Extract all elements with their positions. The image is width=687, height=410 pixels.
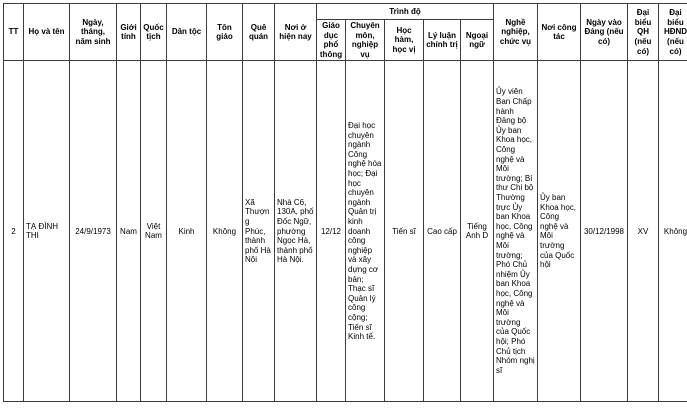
cell-political-theory: Cao cấp xyxy=(424,61,461,402)
col-header-foreign-language: Ngoại ngữ xyxy=(461,20,494,61)
col-header-occupation: Nghề nghiệp, chức vụ xyxy=(494,4,538,61)
cell-professional: Đại học chuyên ngành Công nghệ hóa học; Đại học chuyên ngành Quản trị kinh doanh công nghiệp và xây dựng cơ bản; Thạc sĩ Quản lý công cộng; Tiến sĩ Kinh tế. xyxy=(346,61,385,402)
col-header-political-theory: Lý luận chính trị xyxy=(424,20,461,61)
col-header-workplace: Nơi công tác xyxy=(538,4,581,61)
col-header-general-education: Giáo dục phổ thông xyxy=(317,20,346,61)
col-header-professional: Chuyên môn, nghiệp vụ xyxy=(346,20,385,61)
table-row xyxy=(4,61,687,402)
cell-council-deputy: Không xyxy=(659,61,687,402)
col-header-academic-degree: Học hàm, học vị xyxy=(385,20,424,61)
cell-party-join-date: 30/12/1998 xyxy=(581,61,628,402)
cell-occupation: Ủy viên Ban Chấp hành Đảng bộ Ủy ban Khoa học, Công nghệ và Môi trường; Bí thư Chi bộ Thường trực Ủy ban Khoa học, Công nghệ và Môi trường; Phó Chủ nhiệm Ủy ban Khoa học, Công nghệ và Môi trường của Quốc hội; Phó Chủ tịch Nhóm nghị sĩ xyxy=(494,61,538,402)
cell-workplace: Ủy ban Khoa học, Công nghệ và Môi trường của Quốc hội xyxy=(538,61,581,402)
col-header-birth-date: Ngày, tháng, năm sinh xyxy=(70,4,117,61)
col-header-party-join-date: Ngày vào Đảng (nếu có) xyxy=(581,4,628,61)
col-header-full-name: Họ và tên xyxy=(24,4,70,61)
cell-hometown: Xã Thượng Phúc, thành phố Hà Nội xyxy=(243,61,275,402)
table-header xyxy=(4,4,687,61)
cell-tt: 2 xyxy=(4,61,24,402)
cell-residence: Nhà C6, 130A, phố Đốc Ngữ, phường Ngọc Hà, thành phố Hà Nội. xyxy=(275,61,317,402)
cell-nationality: Việt Nam xyxy=(141,61,167,402)
cell-foreign-language: Tiếng Anh D xyxy=(461,61,494,402)
col-header-religion: Tôn giáo xyxy=(207,4,243,61)
col-header-nationality: Quốc tịch xyxy=(141,4,167,61)
col-header-council-deputy: Đại biểu HĐND (nếu có) xyxy=(659,4,687,61)
cell-academic-degree: Tiến sĩ xyxy=(385,61,424,402)
col-header-residence: Nơi ở hiện nay xyxy=(275,4,317,61)
deputy-bio-table xyxy=(3,3,687,402)
header-group-row xyxy=(4,4,687,20)
cell-na-deputy: XV xyxy=(628,61,659,402)
col-header-hometown: Quê quán xyxy=(243,4,275,61)
cell-religion: Không xyxy=(207,61,243,402)
col-header-na-deputy: Đại biểu QH (nếu có) xyxy=(628,4,659,61)
cell-general-education: 12/12 xyxy=(317,61,346,402)
cell-birth-date: 24/9/1973 xyxy=(70,61,117,402)
col-header-tt: TT xyxy=(4,4,24,61)
col-header-gender: Giới tính xyxy=(117,4,141,61)
cell-ethnicity: Kinh xyxy=(167,61,207,402)
cell-full-name: TẠ ĐÌNH THI xyxy=(24,61,70,402)
cell-gender: Nam xyxy=(117,61,141,402)
col-header-ethnicity: Dân tộc xyxy=(167,4,207,61)
col-header-qualification-group: Trình độ xyxy=(317,4,494,20)
